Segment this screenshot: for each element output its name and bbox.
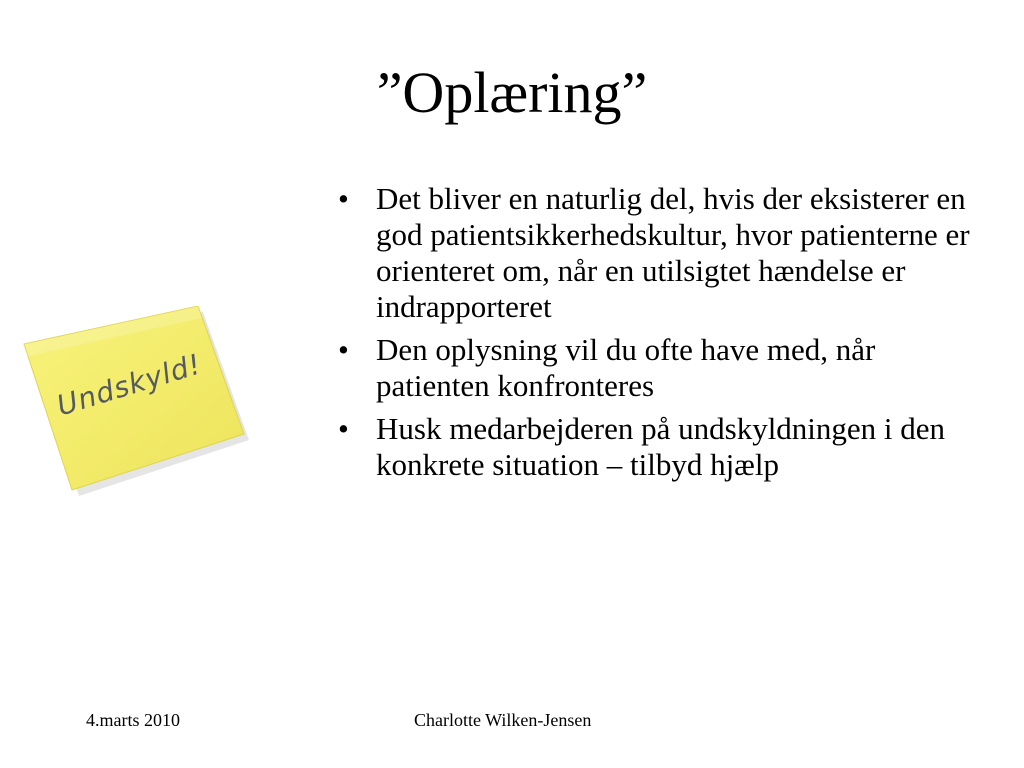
- bullet-dot: •: [338, 332, 349, 367]
- sticky-note-image: [22, 306, 252, 496]
- bullet-list: [336, 181, 976, 490]
- bullet-item: [336, 181, 976, 325]
- sticky-note-text: Undskyld!: [53, 347, 206, 423]
- bullet-item: [336, 411, 976, 483]
- bullet-text: Husk medarbejderen på undskyldningen i den konkrete situation – tilbyd hjælp: [376, 411, 946, 482]
- footer-date: 4.marts 2010: [86, 710, 180, 730]
- bullet-item: [336, 332, 976, 404]
- slide-title: ”Oplæring”: [376, 60, 648, 125]
- sticky-note-graphic: [22, 306, 252, 496]
- bullet-dot: •: [338, 181, 349, 216]
- bullet-dot: •: [338, 411, 349, 446]
- bullet-text: Det bliver en naturlig del, hvis der eksisterer en god patientsikkerhedskultur, hvor patienterne er orienteret om, når en utilsigtet hændelse er indrapporteret: [376, 181, 970, 324]
- footer-author: Charlotte Wilken-Jensen: [414, 710, 592, 730]
- bullet-text: Den oplysning vil du ofte have med, når patienten konfronteres: [376, 332, 876, 403]
